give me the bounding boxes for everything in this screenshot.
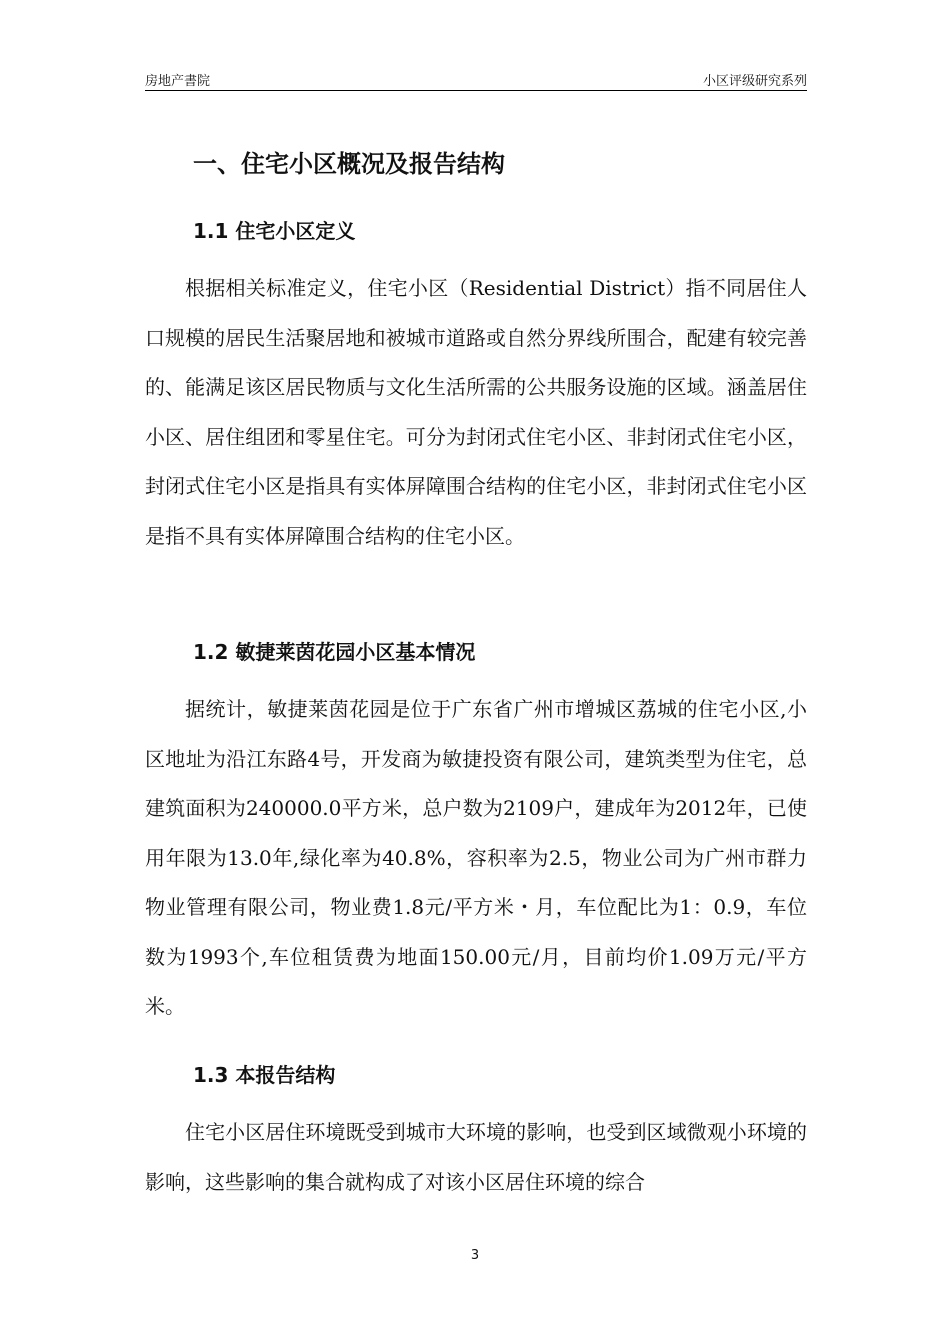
- subsection-title-report-structure: 1.3 本报告结构: [193, 1063, 336, 1087]
- paragraph-definition: 根据相关标准定义，住宅小区（Residential District）指不同居住人口规模的居民生活聚居地和被城市道路或自然分界线所围合，配建有较完善的、能满足该区居民物质与文化生活所需的公共服务设施的区域。涵盖居住小区、居住组团和零星住宅。可分为封闭式住宅小区、非封闭式住宅小区，封闭式住宅小区是指具有实体屏障围合结构的住宅小区，非封闭式住宅小区是指不具有实体屏障围合结构的住宅小区。: [145, 276, 807, 548]
- page-number: 3: [470, 1248, 480, 1263]
- page-header: [145, 68, 807, 91]
- header-series-title: 小区评级研究系列: [702, 74, 807, 89]
- subsection-title-basic-info: 1.2 敏捷莱茵花园小区基本情况: [193, 640, 476, 664]
- subsection-title-definition: 1.1 住宅小区定义: [193, 219, 356, 243]
- header-publisher: 房地产書院: [145, 74, 211, 89]
- paragraph-report-structure: 住宅小区居住环境既受到城市大环境的影响，也受到区域微观小环境的影响，这些影响的集合就构成了对该小区居住环境的综合: [145, 1120, 807, 1194]
- paragraph-basic-info: 据统计，敏捷莱茵花园是位于广东省广州市增城区荔城的住宅小区,小区地址为沿江东路4号，开发商为敏捷投资有限公司，建筑类型为住宅，总建筑面积为240000.0平方米，总户数为2109户，建成年为2012年，已使用年限为13.0年,绿化率为40.8%，容积率为2.5，物业公司为广州市群力物业管理有限公司，物业费1.8元/平方米・月，车位配比为1：0.9，车位数为1993个,车位租赁费为地面150.00元/月，目前均价1.09万元/平方米。: [145, 697, 807, 1018]
- section-title: 一、住宅小区概况及报告结构: [193, 150, 505, 178]
